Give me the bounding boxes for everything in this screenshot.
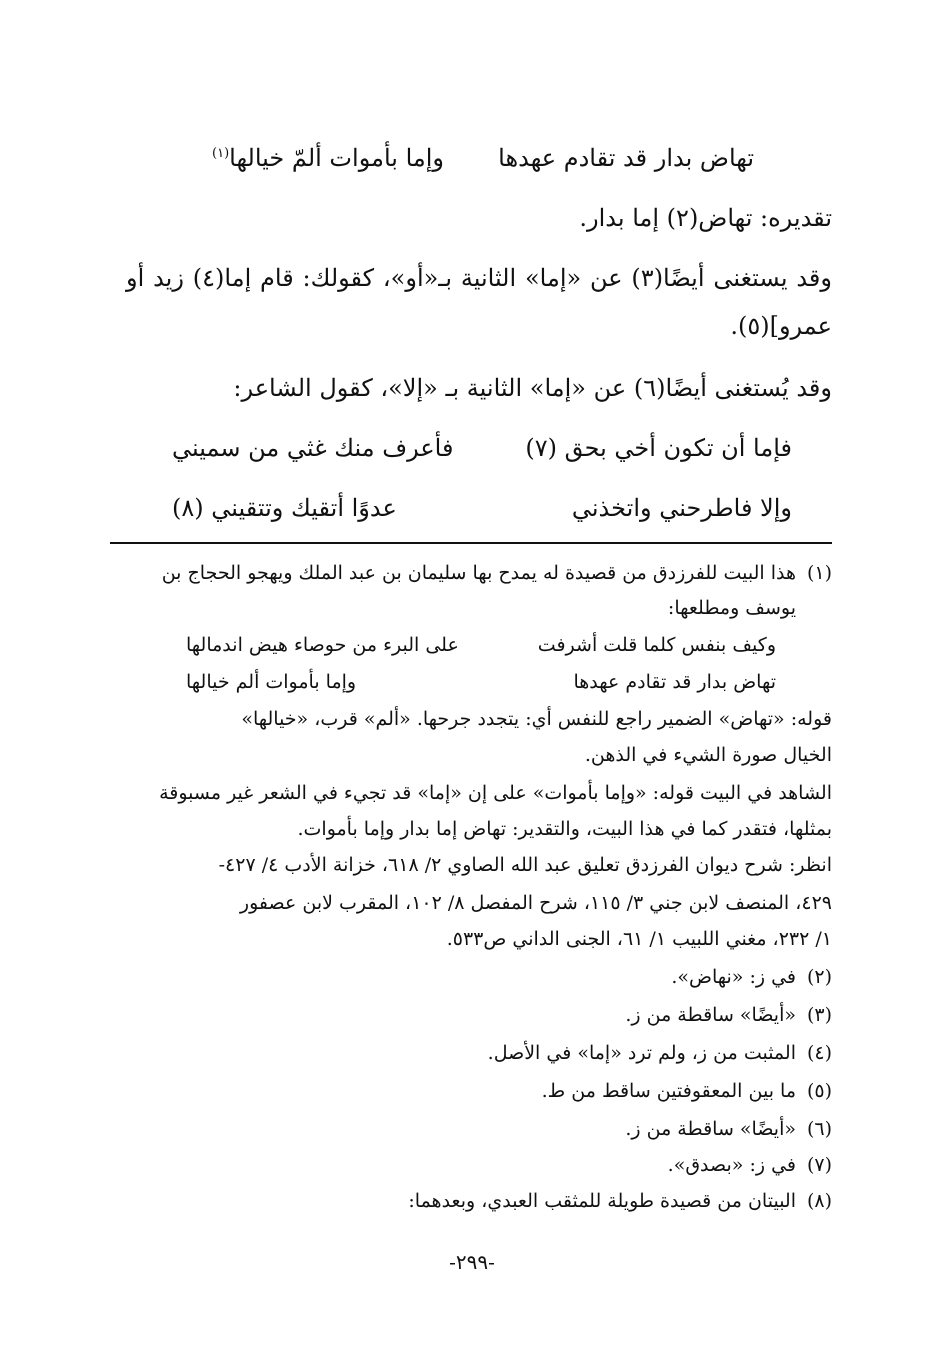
footnote-3-number: (٣)	[806, 1004, 832, 1026]
footnote-1-line-7: انظر: شرح ديوان الفرزدق تعليق عبد الله الصاوي ٢/ ٦١٨، خزانة الأدب ٤/ ٤٢٧-	[218, 854, 832, 876]
footnote-1-line-9: ١/ ٢٣٢، مغني اللبيب ١/ ٦١، الجنى الداني ص٥٣٣.	[446, 928, 832, 950]
footnote-1-line-4: الخيال صورة الشيء في الذهن.	[584, 744, 832, 766]
footnote-4	[126, 1044, 832, 1063]
taqdir-line: تقديره: تهاض(٢) إما بدار.	[579, 204, 832, 232]
footnote-7-text: في ز: «بصدق».	[667, 1154, 796, 1176]
footnote-8	[126, 1192, 832, 1211]
verse-1-second-text: وإما بأموات ألمّ خيالها	[229, 144, 444, 172]
footnote-1-verse-a-first: وكيف بنفس كلما قلت أشرفت	[537, 634, 776, 656]
footnote-5	[126, 1082, 832, 1101]
footnote-1-line-2: يوسف ومطلعها:	[667, 597, 796, 619]
footnote-8-text: البيتان من قصيدة طويلة للمثقب العبدي، وبعدهما:	[408, 1190, 796, 1212]
footnote-3	[126, 1006, 832, 1025]
footnote-7-number: (٧)	[806, 1154, 832, 1176]
footnote-1-line-8: ٤٢٩، المنصف لابن جني ٣/ ١١٥، شرح المفصل ٨/ ١٠٢، المقرب لابن عصفور	[239, 892, 832, 914]
verse-2-second-hemistich: فأعرف منك غثي من سميني	[172, 434, 454, 462]
paragraph-1-line-1: وقد يستغنى أيضًا(٣) عن «إما» الثانية بـ«أو»، كقولك: قام إما(٤) زيد أو	[126, 264, 832, 292]
page-number: -٢٩٩-	[449, 1250, 495, 1274]
footnote-5-text: ما بين المعقوفتين ساقط من ط.	[541, 1080, 796, 1102]
verse-3-first-hemistich: وإلا فاطرحني واتخذني	[571, 494, 792, 522]
paragraph-2: وقد يُستغنى أيضًا(٦) عن «إما» الثانية بـ «إلا»، كقول الشاعر:	[233, 374, 832, 402]
footnote-1-text-1: هذا البيت للفرزدق من قصيدة له يمدح بها سليمان بن عبد الملك ويهجو الحجاج بن	[161, 562, 796, 584]
footnote-1-verse-a-second: على البرء من حوصاء هيض اندمالها	[186, 634, 459, 656]
footnote-5-number: (٥)	[806, 1080, 832, 1102]
footnote-6-number: (٦)	[806, 1118, 832, 1140]
footnote-divider	[110, 542, 832, 544]
footnote-1-number: (١)	[806, 562, 832, 584]
verse-1-first-hemistich: تهاض بدار قد تقادم عهدها	[498, 144, 754, 172]
verse-3-second-hemistich: عدوًا أتقيك وتتقيني (٨)	[172, 494, 397, 522]
footnote-1-verse-b-first: تهاض بدار قد تقادم عهدها	[573, 671, 776, 693]
footnote-8-number: (٨)	[806, 1190, 832, 1212]
verse-2-first-hemistich: فإما أن تكون أخي بحق (٧)	[525, 434, 792, 462]
footnote-1-line-1	[126, 564, 832, 583]
footnote-2	[126, 968, 832, 987]
footnote-6-text: «أيضًا» ساقطة من ز.	[625, 1118, 796, 1140]
footnote-1-line-5: الشاهد في البيت قوله: «وإما بأموات» على إن «إما» قد تجيء في الشعر غير مسبوقة	[159, 782, 832, 804]
footnote-4-text: المثبت من ز، ولم ترد «إما» في الأصل.	[487, 1042, 796, 1064]
footnote-1-line-6: بمثلها، فتقدر كما في هذا البيت، والتقدير: تهاض إما بدار وإما بأموات.	[297, 818, 832, 840]
verse-1-second-hemistich	[212, 146, 444, 170]
footnote-1-line-3: قوله: «تهاض» الضمير راجع للنفس أي: يتجدد جرحها. «ألم» قرب، «خيالها»	[241, 708, 832, 730]
footnote-2-text: في ز: «نهاض».	[671, 966, 796, 988]
paragraph-1-line-2: عمرو](٥).	[730, 312, 832, 340]
footnote-1-verse-b-second: وإما بأموات ألم خيالها	[186, 671, 357, 693]
footnote-4-number: (٤)	[806, 1042, 832, 1064]
footnote-7	[126, 1156, 832, 1175]
footnote-ref-1: (١)	[212, 146, 230, 161]
footnote-6	[126, 1120, 832, 1139]
footnote-3-text: «أيضًا» ساقطة من ز.	[625, 1004, 796, 1026]
footnote-2-number: (٢)	[806, 966, 832, 988]
